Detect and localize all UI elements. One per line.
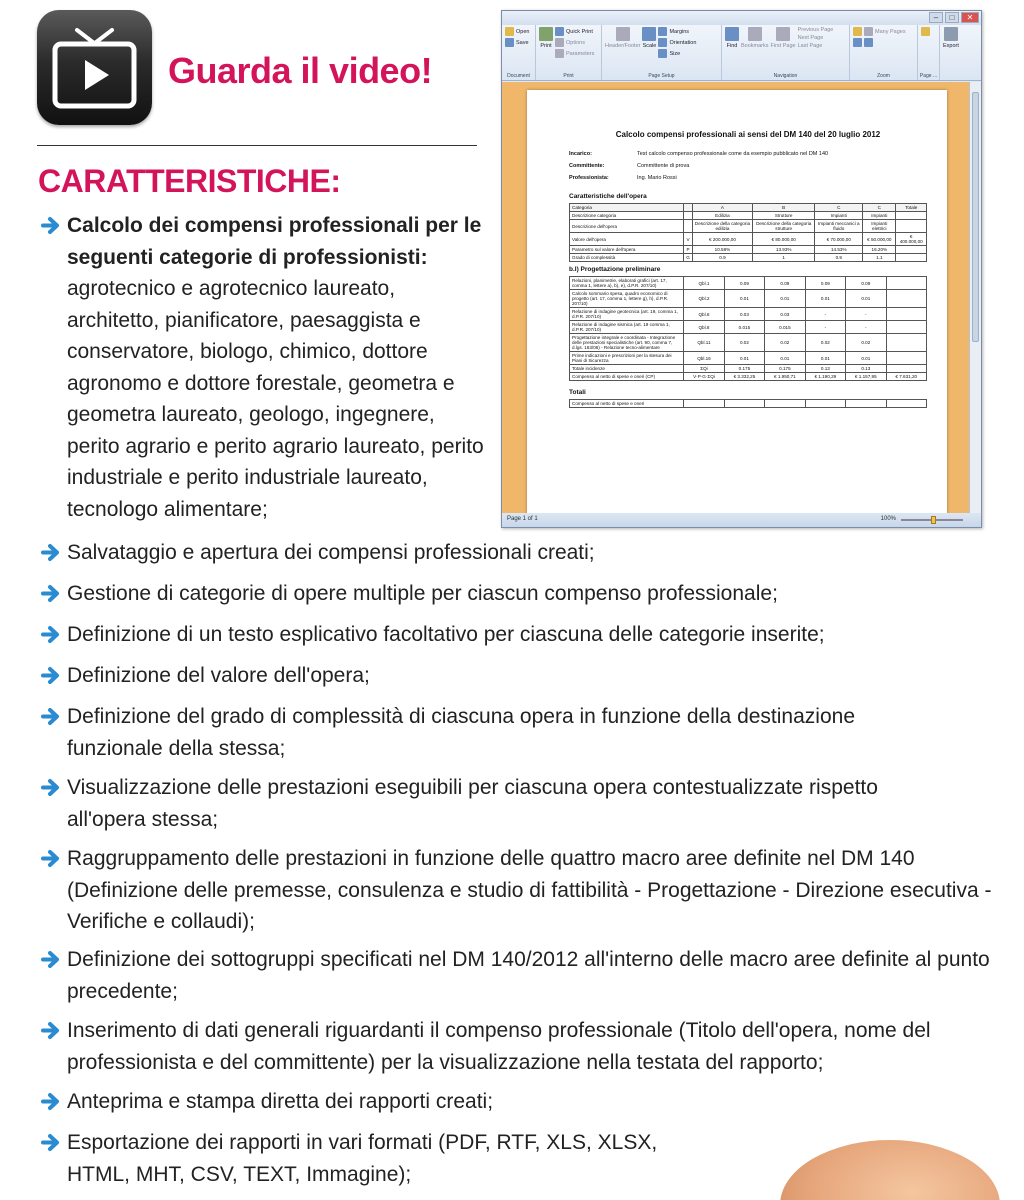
report-table-cell: Descrizione categoria xyxy=(570,212,684,220)
report-table-row xyxy=(570,352,927,365)
zoom-out-button[interactable] xyxy=(864,38,873,47)
parameters-button[interactable]: Parameters xyxy=(555,49,594,58)
save-button[interactable]: Save xyxy=(505,38,529,47)
feature-text: Visualizzazione delle prestazioni eseguibili per ciascuna opera contestualizzate rispetto all'opera stessa; xyxy=(67,776,878,831)
header-footer-button[interactable]: Header/Footer xyxy=(605,27,640,58)
hand-image xyxy=(780,1140,1000,1200)
report-table-cell: Prime indicazioni e prescrizioni per la stesura dei Piani di Sicurezza xyxy=(570,352,684,365)
report-table-cell: Valore dell'opera xyxy=(570,233,684,246)
report-table-cell xyxy=(684,204,693,212)
margins-button[interactable]: Margins xyxy=(658,27,696,36)
report-table-cell: Qbl.2 xyxy=(684,290,724,308)
ribbon-group-page-setup: Header/Footer Scale Margins Orientation Size Page Setup xyxy=(602,25,722,80)
report-table-cell: B xyxy=(753,204,815,212)
report-table-cell: - xyxy=(805,321,845,334)
report-table-cell: Progettazione integrale e coordinata - Integrazione delle prestazioni specialistiche (art. 90, comma 7, d.lgs. 163/06) - Relazione tecno-alimentare xyxy=(570,334,684,352)
orientation-icon xyxy=(658,38,667,47)
report-table-cell: Qbl.16 xyxy=(684,352,724,365)
report-table-cell: Categoria xyxy=(570,204,684,212)
feature-item-7 xyxy=(67,772,947,835)
report-table-cell xyxy=(886,365,926,373)
options-button[interactable]: Options xyxy=(555,38,594,47)
options-icon xyxy=(555,38,564,47)
ribbon-group-print: Print Quick Print Options Parameters Print xyxy=(536,25,602,80)
previous-page-button[interactable]: Previous Page xyxy=(797,27,834,33)
report-page xyxy=(527,90,947,528)
feature-text: Definizione di un testo esplicativo facoltativo per ciascuna delle categorie inserite; xyxy=(67,623,825,646)
arrow-right-icon xyxy=(40,537,64,568)
feature-text: Raggruppamento delle prestazioni in funzione delle quattro macro aree definite nel DM 140 (Definizione delle premesse, consulenza e studio di fattibilità - Progettazione - Direzione esecutiva - Verifiche e collaudi); xyxy=(67,847,992,933)
report-table-cell: 0.175 xyxy=(724,365,764,373)
report-table-cell: Totale incidenze xyxy=(570,365,684,373)
report-table-caratteristiche xyxy=(569,203,927,262)
report-title: Calcolo compensi professionali ai sensi del DM 140 del 20 luglio 2012 xyxy=(615,130,881,139)
report-table-cell: 13.93% xyxy=(753,246,815,254)
report-table-cell: € 3.332,25 xyxy=(724,373,764,381)
report-table-progettazione xyxy=(569,276,927,381)
many-pages-icon xyxy=(864,27,873,36)
feature-item-8 xyxy=(67,843,992,938)
ribbon-group-zoom: Many Pages Zoom xyxy=(850,25,918,80)
report-table-cell: - xyxy=(846,321,886,334)
report-table-cell xyxy=(886,334,926,352)
parameters-icon xyxy=(555,49,564,58)
feature-item-2 xyxy=(67,537,987,569)
many-pages-button[interactable]: Many Pages xyxy=(864,27,906,36)
report-table-cell: 0.01 xyxy=(724,352,764,365)
report-table-cell: 0.13 xyxy=(805,365,845,373)
report-table-row xyxy=(570,233,927,246)
report-table-cell xyxy=(896,254,927,262)
last-page-button[interactable]: Last Page xyxy=(797,43,823,49)
report-table-cell xyxy=(886,290,926,308)
report-table-cell xyxy=(886,277,926,290)
ribbon-group-document: Open Save Document xyxy=(502,25,536,80)
report-table-cell: € 50.000,00 xyxy=(863,233,896,246)
report-meta: Incarico: Test calcolo compenso professionale come da esempio pubblicato nel DM 140 Committente: Committente di prova Professionista: Ing. Mario Rossi xyxy=(569,151,829,181)
export-icon xyxy=(944,27,958,41)
find-button[interactable]: Find xyxy=(725,27,739,49)
feature-text: Definizione del valore dell'opera; xyxy=(67,664,370,687)
first-page-icon xyxy=(776,27,790,41)
report-table-cell: 0.01 xyxy=(805,352,845,365)
report-table-cell: € 80.000,00 xyxy=(753,233,815,246)
report-table-cell xyxy=(886,308,926,321)
feature-body-text: agrotecnico e agrotecnico laureato, architetto, pianificatore, paesaggista e conservatore, biologo, chimico, dottore agronomo e dottore forestale, geometra e geometra laureato, geologo, ingegnere, perito agrario e perito agrario laureato, perito industriale e perito industriale laureato, tecnologo alimentare; xyxy=(67,277,484,521)
arrow-right-icon xyxy=(40,1127,64,1158)
report-table-cell: 0.09 xyxy=(724,277,764,290)
report-table-cell: 0.01 xyxy=(765,352,805,365)
report-table-cell: € 200.000,00 xyxy=(692,233,752,246)
printer-icon xyxy=(555,27,564,36)
page-color-button[interactable] xyxy=(921,27,930,36)
minimize-button[interactable]: – xyxy=(929,12,943,23)
report-table-cell: 0.015 xyxy=(765,321,805,334)
report-table-cell: P xyxy=(684,246,693,254)
report-table-cell xyxy=(684,212,693,220)
open-button[interactable]: Open xyxy=(505,27,529,36)
report-table-cell: 0.03 xyxy=(724,308,764,321)
feature-text: Salvataggio e apertura dei compensi professionali creati; xyxy=(67,541,595,564)
report-table-row xyxy=(570,373,927,381)
arrow-right-icon xyxy=(40,578,64,609)
report-table-totali xyxy=(569,399,927,408)
page-indicator: Page 1 of 1 xyxy=(507,516,538,522)
report-table-cell: 0.015 xyxy=(724,321,764,334)
report-table-cell: Descrizione della categoria strutture xyxy=(753,220,815,233)
arrow-right-icon xyxy=(40,1015,64,1046)
report-table-cell: Relazione di indagine sismica (art. 19 comma 1, d.P.R. 207/10) xyxy=(570,321,684,334)
report-section-heading: Caratteristiche dell'opera xyxy=(569,193,647,200)
report-table-cell: 0.09 xyxy=(805,277,845,290)
report-table-cell: Relazione di indagine geotecnica (art. 19, comma 1, d.P.R. 207/10) xyxy=(570,308,684,321)
feature-text: Anteprima e stampa diretta dei rapporti creati; xyxy=(67,1090,494,1113)
report-table-cell xyxy=(886,352,926,365)
next-page-button[interactable]: Next Page xyxy=(797,35,824,41)
report-table-cell: € 1.950,71 xyxy=(765,373,805,381)
arrow-right-icon xyxy=(40,1086,64,1117)
report-table-cell xyxy=(684,220,693,233)
arrow-right-icon xyxy=(40,944,64,975)
report-table-cell: 0.01 xyxy=(846,290,886,308)
report-table-cell: V xyxy=(684,233,693,246)
maximize-button[interactable]: □ xyxy=(945,12,959,23)
feature-item-3 xyxy=(67,578,987,610)
report-table-cell: Descrizione della categoria edilizia xyxy=(692,220,752,233)
feature-text: Definizione del grado di complessità di ciascuna opera in funzione della destinazione funzionale della stessa; xyxy=(67,705,855,760)
section-heading: CARATTERISTICHE: xyxy=(38,163,341,199)
report-table-cell: 0.02 xyxy=(846,334,886,352)
report-table-cell: ΣQi xyxy=(684,365,724,373)
ribbon-group-export xyxy=(940,25,970,80)
report-table-cell: € 7.631,20 xyxy=(886,373,926,381)
zoom-out-icon xyxy=(864,38,873,47)
report-table-row xyxy=(570,254,927,262)
report-table-cell: € 400.000,00 xyxy=(896,233,927,246)
quick-print-button[interactable]: Quick Print xyxy=(555,27,594,36)
zoom-in-icon xyxy=(853,38,862,47)
size-button[interactable]: Size xyxy=(658,49,696,58)
report-section-heading: b.I) Progettazione preliminare xyxy=(569,266,661,273)
report-table-cell xyxy=(684,400,724,408)
report-table-row xyxy=(570,204,927,212)
report-section-heading: Totali xyxy=(569,389,586,396)
report-table-cell: Totale xyxy=(896,204,927,212)
report-table-cell: Qbl.6 xyxy=(684,308,724,321)
pointer-icon xyxy=(853,27,862,36)
report-table-cell: € 1.157,95 xyxy=(846,373,886,381)
report-table-cell: C xyxy=(863,204,896,212)
report-table-cell xyxy=(896,220,927,233)
arrow-right-icon xyxy=(40,619,64,650)
report-table-cell: 0.9 xyxy=(692,254,752,262)
report-table-cell: 0.02 xyxy=(724,334,764,352)
report-table-cell: 16.20% xyxy=(863,246,896,254)
report-table-cell: Compenso al netto di spese e oneri (CP) xyxy=(570,373,684,381)
bookmarks-button[interactable]: Bookmarks xyxy=(741,27,769,49)
report-table-cell: 0.01 xyxy=(805,290,845,308)
status-bar xyxy=(502,513,981,527)
report-table-cell: V·P·G·ΣQi xyxy=(684,373,724,381)
report-table-cell: 10.58% xyxy=(692,246,752,254)
report-table-row xyxy=(570,246,927,254)
report-table-cell: 0.9 xyxy=(815,254,863,262)
report-table-cell: 0.03 xyxy=(765,308,805,321)
report-table-cell: € 1.190,29 xyxy=(805,373,845,381)
report-table-cell xyxy=(896,246,927,254)
window-titlebar xyxy=(502,11,981,25)
binoculars-icon xyxy=(725,27,739,41)
scale-button[interactable]: Scale xyxy=(642,27,656,58)
feature-item-5 xyxy=(67,660,987,692)
report-table-row xyxy=(570,212,927,220)
first-page-button[interactable]: First Page xyxy=(771,27,796,49)
report-table-cell: Relazioni, planimetrie, elaborati grafici (art. 17, comma 1, lettere a), b), e), d.P.R. 207/10) xyxy=(570,277,684,290)
zoom-level: 100% xyxy=(880,516,896,522)
header-footer-icon xyxy=(616,27,630,41)
report-table-cell: Impianti xyxy=(863,212,896,220)
report-table-cell: - xyxy=(846,308,886,321)
report-table-row xyxy=(570,321,927,334)
feature-item-9 xyxy=(67,944,992,1007)
report-table-row xyxy=(570,308,927,321)
report-table-cell xyxy=(805,400,845,408)
arrow-right-icon xyxy=(40,210,64,241)
feature-item-11 xyxy=(67,1086,987,1118)
report-table-cell xyxy=(896,212,927,220)
zoom-slider-handle[interactable] xyxy=(931,516,936,524)
margins-icon xyxy=(658,27,667,36)
feature-item-1 xyxy=(67,210,487,525)
print-button[interactable]: Print xyxy=(539,27,553,58)
report-table-cell: - xyxy=(805,308,845,321)
report-table-cell: Impianti elettrici xyxy=(863,220,896,233)
folder-icon xyxy=(505,27,514,36)
feature-item-12 xyxy=(67,1127,687,1190)
feature-item-4 xyxy=(67,619,987,651)
report-table-row xyxy=(570,220,927,233)
report-table-cell: Parametro sul valore dell'opera xyxy=(570,246,684,254)
report-table-row xyxy=(570,365,927,373)
export-button[interactable]: Export xyxy=(943,27,959,49)
report-table-cell: 0.02 xyxy=(805,334,845,352)
tv-video-icon[interactable] xyxy=(37,10,152,125)
report-table-cell: 0.01 xyxy=(724,290,764,308)
ribbon-toolbar xyxy=(502,25,981,81)
report-table-cell: Qbl.11 xyxy=(684,334,724,352)
feature-item-6 xyxy=(67,701,947,764)
arrow-right-icon xyxy=(40,843,64,874)
report-table-cell: 0.09 xyxy=(846,277,886,290)
report-table-cell: 0.01 xyxy=(765,290,805,308)
report-table-cell: 0.13 xyxy=(846,365,886,373)
report-table-cell: Qbl.1 xyxy=(684,277,724,290)
report-table-cell: G xyxy=(684,254,693,262)
report-table-cell: Qbl.8 xyxy=(684,321,724,334)
arrow-right-icon xyxy=(40,701,64,732)
bookmark-icon xyxy=(748,27,762,41)
arrow-right-icon xyxy=(40,772,64,803)
printer-icon xyxy=(539,27,553,41)
feature-text: Esportazione dei rapporti in vari formati (PDF, RTF, XLS, XLSX, HTML, MHT, CSV, TEXT, Immagine); xyxy=(67,1131,658,1186)
report-table-cell: Strutture xyxy=(753,212,815,220)
report-table-cell: Grado di complessità xyxy=(570,254,684,262)
feature-text: Definizione dei sottogruppi specificati nel DM 140/2012 all'interno delle macro aree definite al punto precedente; xyxy=(67,948,990,1003)
report-table-cell: 0.175 xyxy=(765,365,805,373)
report-table-cell: C xyxy=(815,204,863,212)
report-table-cell: 0.01 xyxy=(846,352,886,365)
pointer-tool-button[interactable] xyxy=(853,27,862,36)
orientation-button[interactable]: Orientation xyxy=(658,38,696,47)
ribbon-group-navigation: Find Bookmarks First Page Previous Page Next Page Last Page Navigation xyxy=(722,25,850,80)
page-color-icon xyxy=(921,27,930,36)
report-table-cell: Compenso al netto di spese e oneri xyxy=(570,400,684,408)
feature-text: Gestione di categorie di opere multiple per ciascun compenso professionale; xyxy=(67,582,778,605)
size-icon xyxy=(658,49,667,58)
save-icon xyxy=(505,38,514,47)
report-table-cell: € 70.000,00 xyxy=(815,233,863,246)
divider xyxy=(37,145,477,146)
ribbon-group-page-background: Page ... xyxy=(918,25,940,80)
report-table-cell: 14.53% xyxy=(815,246,863,254)
report-table-row xyxy=(570,277,927,290)
report-table-cell: 1.1 xyxy=(863,254,896,262)
report-table-row xyxy=(570,400,927,408)
print-preview-window xyxy=(501,10,982,528)
vertical-scrollbar[interactable] xyxy=(969,82,981,515)
report-table-cell: 0.02 xyxy=(765,334,805,352)
feature-text: Inserimento di dati generali riguardanti il compenso professionale (Titolo dell'opera, nome del professionista e del committente) per la visualizzazione nella testata del rapporto; xyxy=(67,1019,931,1074)
report-table-cell xyxy=(886,400,927,408)
report-table-cell xyxy=(886,321,926,334)
zoom-in-button[interactable] xyxy=(853,38,862,47)
report-table-cell: A xyxy=(692,204,752,212)
report-table-cell: Descrizione dell'opera xyxy=(570,220,684,233)
report-table-cell: 0.09 xyxy=(765,277,805,290)
scale-icon xyxy=(642,27,656,41)
feature-item-10 xyxy=(67,1015,992,1078)
report-table-cell xyxy=(846,400,886,408)
arrow-right-icon xyxy=(40,660,64,691)
report-table-cell xyxy=(765,400,805,408)
report-table-row xyxy=(570,334,927,352)
report-table-row xyxy=(570,290,927,308)
report-table-cell: Edilizia xyxy=(692,212,752,220)
report-table-cell xyxy=(724,400,764,408)
report-table-cell: Calcolo sommario spesa, quadro economico di progetto (art. 17, comma 1, lettere g), h), d.P.R. 207/10) xyxy=(570,290,684,308)
preview-viewport[interactable] xyxy=(502,82,970,515)
video-link-title[interactable]: Guarda il video! xyxy=(168,50,433,91)
report-table-cell: Impianti xyxy=(815,212,863,220)
report-table-cell: 1 xyxy=(753,254,815,262)
feature-lead-text: Calcolo dei compensi professionali per le seguenti categorie di professionisti: xyxy=(67,214,482,269)
report-table-cell: Impianti meccanici a fluido xyxy=(815,220,863,233)
close-button[interactable]: ✕ xyxy=(961,12,979,23)
